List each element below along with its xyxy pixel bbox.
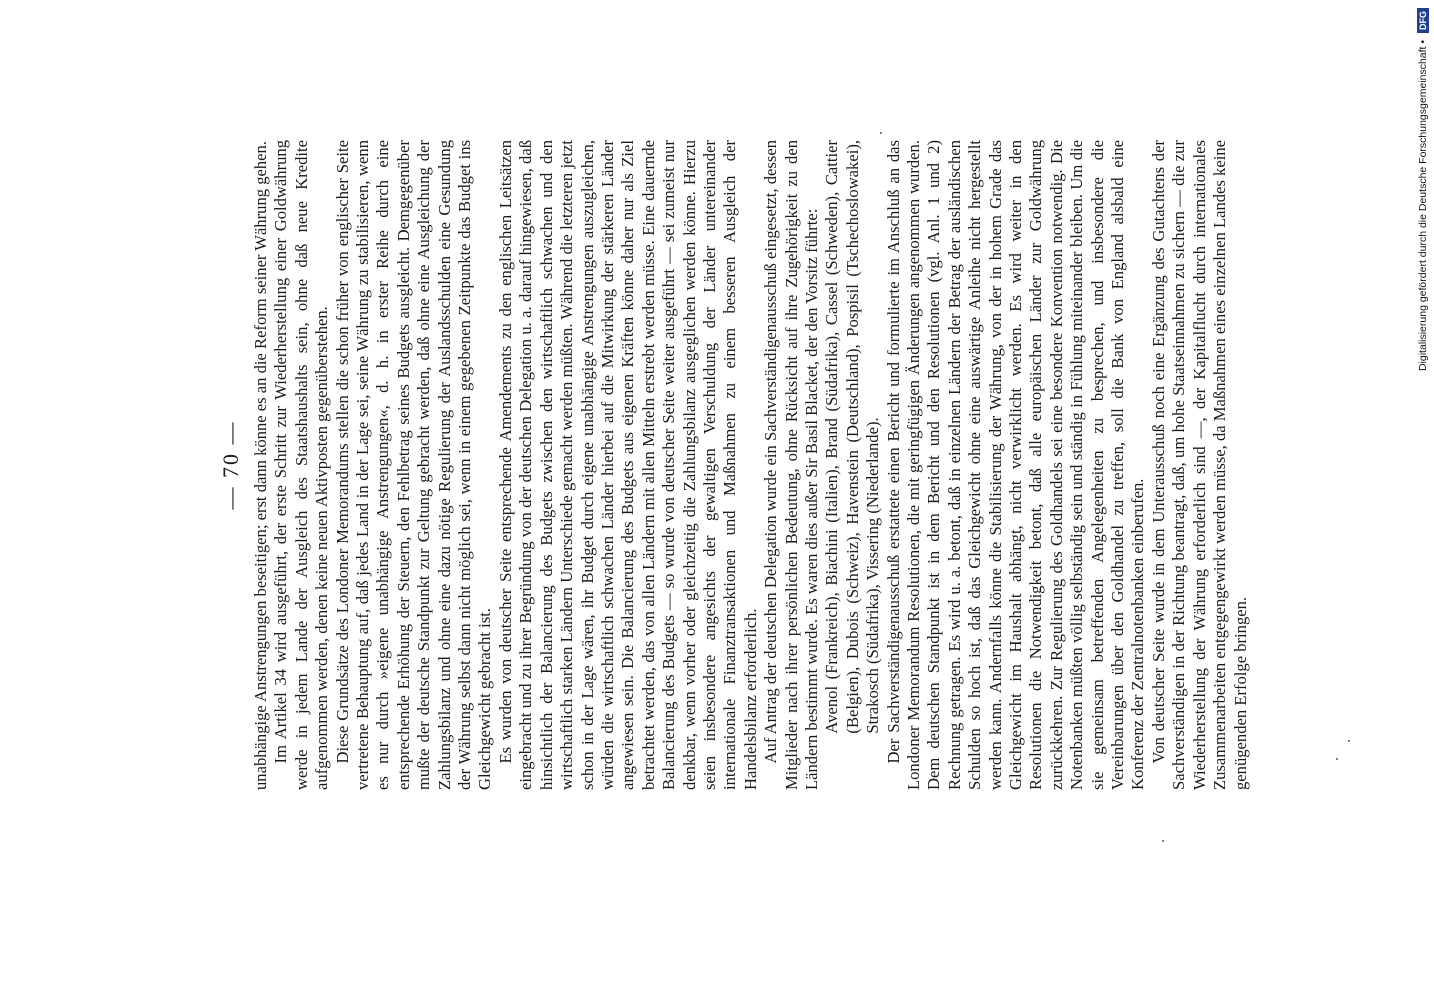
paragraph-committee-members: Avenol (Frankreich), Biachini (Italien), Brand (Südafrika), Cassel (Schweden), Cattier (Belgien), Dubois (Schweiz), Havenstein (Deutschland), Pospisil (Tschechoslowakei), Strakosch (Südafrika), Vissering (Niederlande). xyxy=(822,140,883,734)
paragraph-german-amendments: Es wurden von deutscher Seite entsprechende Amendements zu den englischen Leitsätzen eingebracht und zu ihrer Begründung von der deutschen Delegation u. a. darauf hingewiesen, daß hinsichtlich der Balancierung des Budgets zwischen den wirtschaftlich schwachen und den wirtschaftlich starken Ländern Unterschiede gemacht werden müßten. Während die letzteren jetzt schon in der Lage wären, ihr Budget durch eigene unabhängige Anstrengungen auszugleichen, würden die wirtschaftlich schwachen Länder hierbei auf die Mitwirkung der stärkeren Länder angewiesen sein. Die Balancierung des Budgets aus eigenen Kräften könne daher nur als Ziel betrachtet werden, das von allen Ländern mit allen Mitteln erstrebt werden müsse. Eine dauernde Balancierung des Budgets — so wurde von deutscher Seite weiter ausgeführt — sei zumeist nur denkbar, wenn vorher oder gleichzeitig die Zahlungsbilanz ausgeglichen werden könne. Hierzu seien insbesondere angesichts der gewaltigen Verschuldung der Länder untereinander internationale Finanztransaktionen und Maßnahmen zu einem besseren Ausgleich der Handelsbilanz erforderlich. xyxy=(495,140,760,790)
rotated-page-content xyxy=(217,140,1434,790)
dfg-credit-line xyxy=(1415,8,1431,390)
paragraph-continuation: unabhängige Anstrengungen beseitigen; erst dann könne es an die Reform seiner Währung gehen. xyxy=(251,141,270,790)
scan-speck xyxy=(1348,740,1350,742)
dfg-credit xyxy=(1415,8,1431,390)
scan-speck xyxy=(880,132,882,134)
page-number: — 70 — xyxy=(218,420,243,510)
paragraph-london-memorandum: Diese Grundsätze des Londoner Memorandums stellen die schon früher von englischer Seite vertretene Behauptung auf, daß jedes Land in der Lage sei, seine Währung zu stabilisieren, wenn es nur durch »eigene unabhängige Anstrengungen«, d. h. in erster Reihe durch eine entsprechende Erhöhung der Steuern, den Fehlbetrag seines Budgets ausgleicht. Demgegenüber mußte der deutsche Standpunkt zur Geltung gebracht werden, daß ohne eine Ausgleichung der Zahlungsbilanz und ohne eine dazu nötige Regulierung der Auslandsschulden eine Gesundung der Währung selbst dann nicht möglich sei, wenn in einem gegebenen Zeitpunkte das Budget ins Gleichgewicht gebracht ist. xyxy=(332,140,495,790)
paragraph-subcommittee-proposal: Von deutscher Seite wurde in dem Unterausschuß noch eine Ergänzung des Gutachtens der Sachverständigen in der Richtung beantragt, daß, um hohe Staatseinnahmen zu sichern — die zur Wiederherstellung der Währung erforderlich sind —, der Kapitalflucht durch internationales Zusammenarbeiten entgegengewirkt werden müsse, da Maßnahmen eines einzelnen Landes keine genügenden Erfolge bringen. xyxy=(1148,140,1250,790)
body-text xyxy=(251,140,1251,790)
paragraph-article-34: Im Artikel 34 wird ausgeführt, der erste Schritt zur Wiederherstellung einer Goldwährung werde in jedem Lande der Ausgleich des Staatshaushalts sein, ohne daß neue Kredite aufgenommen werden, denen keine neuen Aktivposten gegenüberstehen. xyxy=(271,140,332,790)
scan-speck xyxy=(1336,758,1338,760)
dfg-logo: DFG xyxy=(1417,8,1429,33)
dfg-credit-text: Digitalisierung gefördert durch die Deutsche Forschungsgemeinschaft • xyxy=(1417,39,1429,372)
paragraph-expert-committee: Auf Antrag der deutschen Delegation wurde ein Sachverständigenausschuß eingesetzt, dessen Mitglieder nach ihrer persönlichen Bedeutung, ohne Rücksicht auf ihre Zugehörigkeit zu den Ländern bestimmt wurde. Es waren dies außer Sir Basil Blacket, der den Vorsitz führte: xyxy=(761,140,821,790)
scan-speck xyxy=(1162,840,1164,842)
paragraph-committee-report: Der Sachverständigenausschuß erstattete einen Bericht und formulierte im Anschluß an das Londoner Memorandum Resolutionen, die mit geringfügigen Änderungen angenommen wurden. Dem deutschen Standpunkt ist in dem Bericht und den Resolutionen (vgl. Anl. 1 und 2) Rechnung getragen. Es wird u. a. betont, daß in einzelnen Ländern der Betrag der ausländischen Schulden so hoch ist, daß das Gleichgewicht ohne eine auswärtige Anleihe nicht hergestellt werden kann. Andernfalls könne die Stabilisierung der Währung, von der in hohem Grade das Gleichgewicht im Haushalt abhängt, nicht verwirklicht werden. Es wird weiter in den Resolutionen die Notwendigkeit betont, daß alle europäischen Länder zur Goldwährung zurückkehren. Zur Regulierung des Goldhandels sei eine besondere Konvention notwendig. Die Notenbanken müßten völlig selbständig sein und ständig in Fühlung miteinander bleiben. Um die sie gemeinsam betreffenden Angelegenheiten zu besprechen, und insbesondere die Vereinbarungen über den Goldhandel zu treffen, soll die Bank von England alsbald eine Konferenz der Zentralnotenbanken einberufen. xyxy=(883,140,1148,790)
